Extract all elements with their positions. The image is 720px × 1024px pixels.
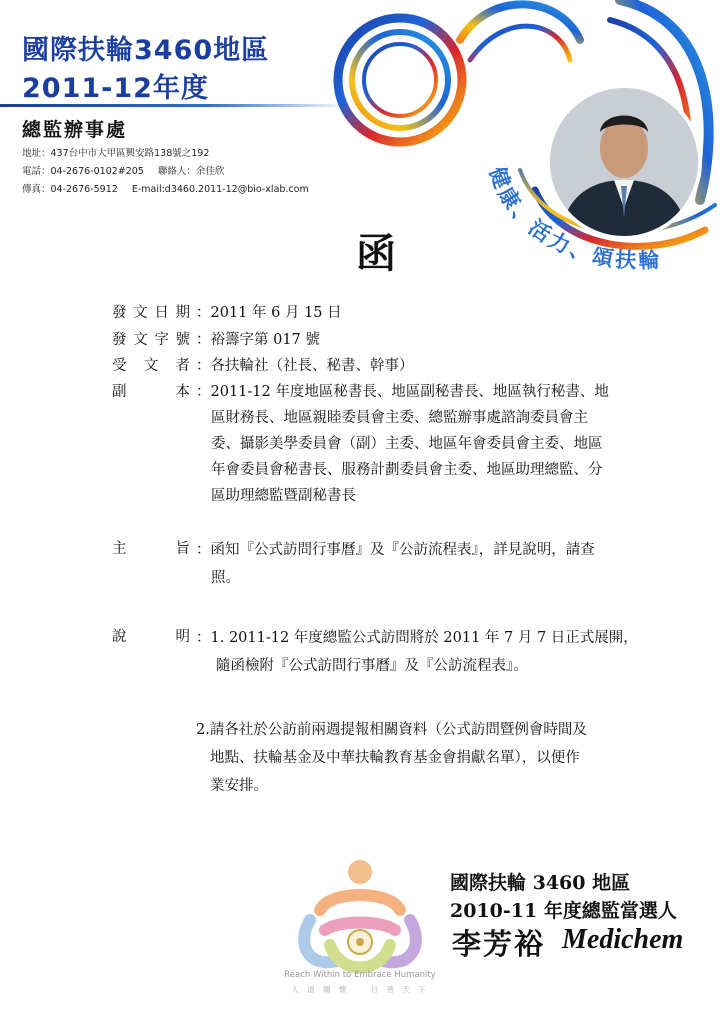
explanation-line: 隨函檢附『公式訪問行事曆』及『公訪流程表』。 — [216, 658, 528, 674]
fax-line — [22, 181, 309, 195]
ref-value: ：裕籌字第 017 號 — [196, 332, 320, 348]
explanation-line: 地點、扶輪基金及中華扶輪教育基金會捐獻名單），以便作 — [210, 750, 580, 766]
slogan-arc — [480, 160, 720, 300]
cc-label: 副 本 — [112, 384, 190, 400]
email-text: E-mail:d3460.2011-12@bio-xlab.com — [131, 184, 309, 195]
date-value: ：2011 年 6 月 15 日 — [196, 305, 342, 321]
subject-line: 照。 — [211, 570, 240, 586]
phone-line — [22, 163, 224, 177]
svg-text:健康、活力、頌扶輪 — [484, 163, 663, 273]
logo-subtitle: 人 道 關 懷 行 善 天 下 — [291, 985, 429, 994]
recipient-label: 受 文 者 — [112, 358, 190, 374]
header-divider — [0, 104, 350, 107]
explanation-item-1 — [196, 624, 638, 680]
org-title: 國際扶輪3460地區 — [22, 35, 270, 66]
cc-line: 委、攝影美學委員會（副）主委、地區年會委員會主委、地區 — [211, 436, 603, 452]
org-year: 2011-12年度 — [22, 73, 209, 104]
contact-text: 聯絡人：余佳欣 — [157, 166, 225, 177]
cc-line: ：2011-12 年度地區秘書長、地區副秘書長、地區執行秘書、地 — [196, 384, 609, 400]
slogan-text: 健康、活力、頌扶輪 — [484, 163, 664, 274]
subject-label: 主 旨 — [112, 541, 190, 557]
theme-logo — [280, 850, 440, 990]
explanation-line: 業安排。 — [210, 778, 268, 794]
logo-tagline: Reach Within to Embrace Humanity — [284, 970, 436, 980]
signer-name: 李芳裕 — [452, 927, 546, 961]
explanation-label: 說 明 — [112, 629, 190, 645]
subject-line: ：函知『公式訪問行事曆』及『公訪流程表』，詳見說明，請查 — [196, 542, 595, 558]
fax-text: 傳真：04-2676-5912 — [22, 184, 118, 195]
document-type-heading: 函 — [356, 230, 396, 277]
cc-line: 區財務長、地區親睦委員會主委、總監辦事處諮詢委員會主 — [211, 410, 588, 426]
subject-value — [196, 536, 595, 592]
signer-title: 2010-11 年度總監當選人 — [450, 900, 677, 922]
explanation-line: ：1. 2011-12 年度總監公式訪問將於 2011 年 7 月 7 日正式展開， — [196, 630, 638, 646]
explanation-line: 2.請各社於公訪前兩週提報相關資料（公式訪問暨例會時間及 — [196, 722, 587, 738]
signer-org: 國際扶輪 3460 地區 — [450, 872, 631, 894]
explanation-item-2 — [196, 716, 587, 800]
address-line: 地址：437台中市大甲區興安路138號之192 — [22, 148, 210, 159]
recipient-value: ：各扶輪社（社長、秘書、幹事） — [196, 358, 414, 374]
date-label: 發文日期 — [112, 305, 190, 321]
signer-latin-name: Medichem — [562, 924, 684, 955]
office-name: 總監辦事處 — [22, 119, 128, 141]
cc-line: 年會委員會秘書長、服務計劃委員會主委、地區助理總監、分 — [211, 462, 603, 478]
cc-value — [196, 379, 666, 509]
cc-line: 區助理總監暨副秘書長 — [211, 488, 356, 504]
ref-label: 發文字號 — [112, 332, 190, 348]
phone-text: 電話：04-2676-0102#205 — [22, 166, 144, 177]
